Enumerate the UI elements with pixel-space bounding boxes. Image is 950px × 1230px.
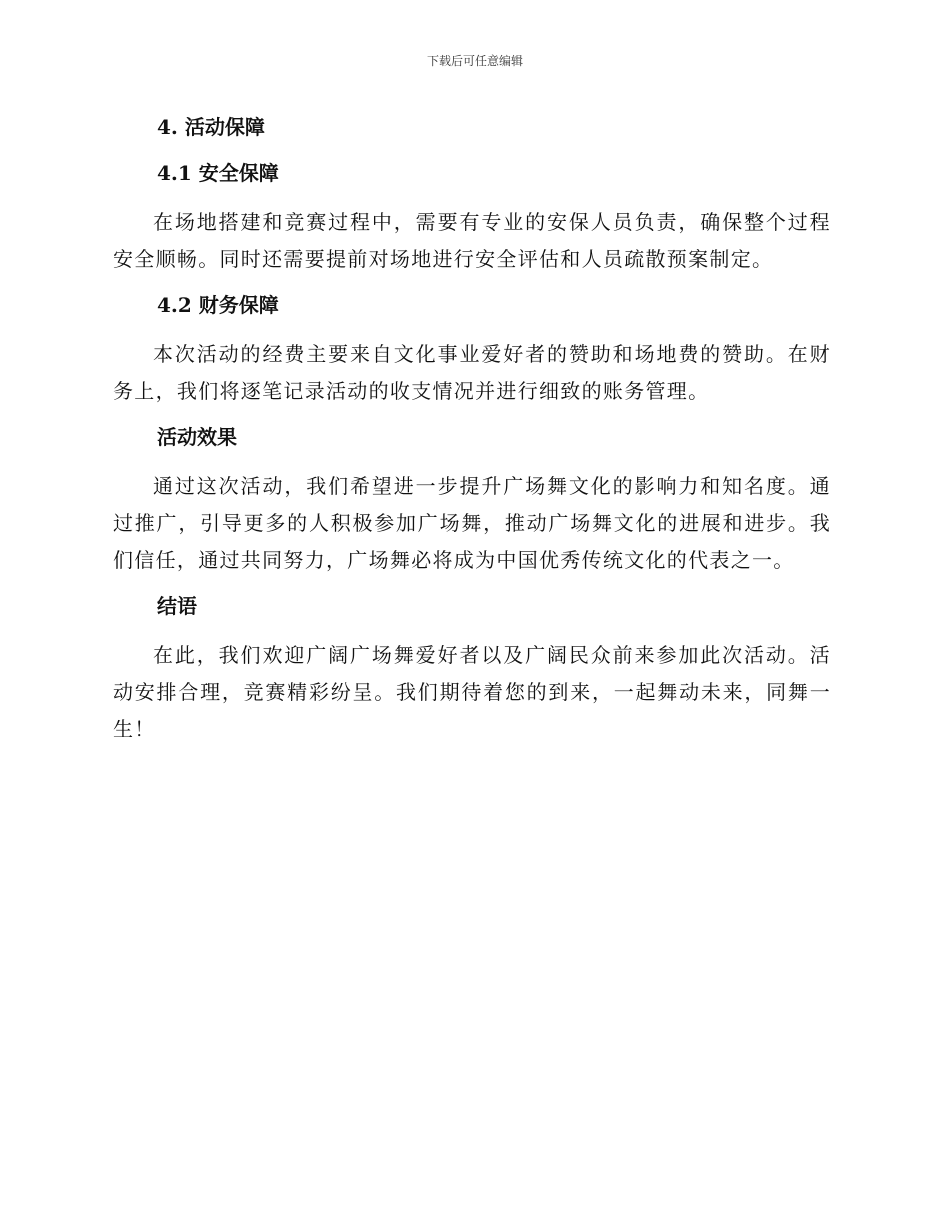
section-4-1-heading: 4.1 安全保障 <box>157 161 279 185</box>
page-header-note: 下载后可任意编辑 <box>426 54 523 68</box>
section-4-2-paragraph: 本次活动的经费主要来自文化事业爱好者的赞助和场地费的赞助。在财务上，我们将逐笔记录活动的收支情况并进行细致的账务管理。 <box>113 342 831 403</box>
section-4-heading: 4. 活动保障 <box>157 115 265 139</box>
document-body <box>113 112 831 748</box>
effect-heading: 活动效果 <box>157 425 237 449</box>
section-4-1-paragraph: 在场地搭建和竞赛过程中，需要有专业的安保人员负责，确保整个过程安全顺畅。同时还需要提前对场地进行安全评估和人员疏散预案制定。 <box>113 210 831 271</box>
effect-paragraph: 通过这次活动，我们希望进一步提升广场舞文化的影响力和知名度。通过推广，引导更多的人积极参加广场舞，推动广场舞文化的进展和进步。我们信任，通过共同努力，广场舞必将成为中国优秀传统文化的代表之一。 <box>113 474 831 572</box>
conclusion-heading: 结语 <box>157 594 197 618</box>
conclusion-paragraph: 在此，我们欢迎广阔广场舞爱好者以及广阔民众前来参加此次活动。活动安排合理，竞赛精彩纷呈。我们期待着您的到来，一起舞动未来，同舞一生！ <box>113 643 831 741</box>
section-4-2-heading: 4.2 财务保障 <box>157 293 279 317</box>
